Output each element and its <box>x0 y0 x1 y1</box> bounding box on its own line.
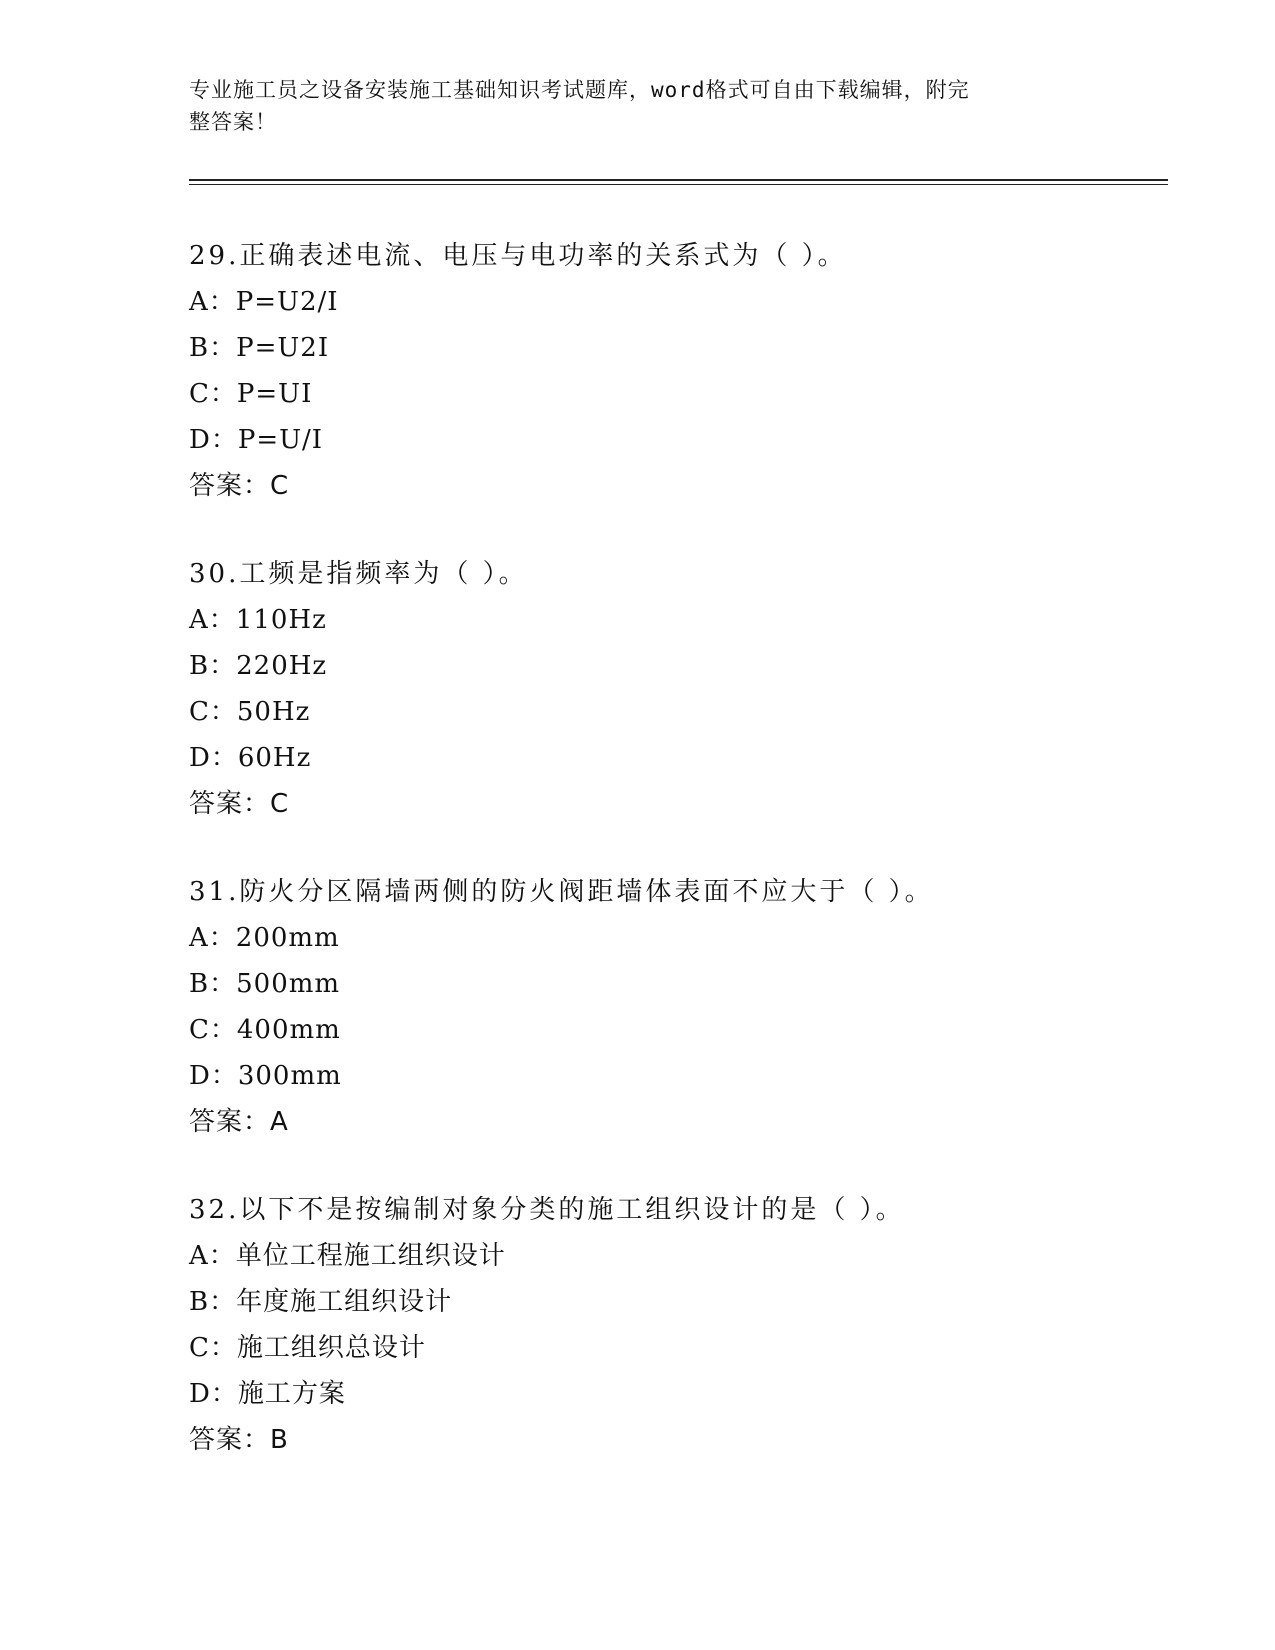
header-divider-thin <box>189 184 1168 185</box>
option-a: A：110Hz <box>189 605 327 635</box>
question-stem: 32.以下不是按编制对象分类的施工组织设计的是（ ）。 <box>189 1195 905 1225</box>
option-d: D：300mm <box>189 1061 342 1091</box>
answer: 答案：B <box>189 1425 289 1455</box>
document-header <box>189 74 1089 138</box>
option-b: B：500mm <box>189 969 341 999</box>
header-line-1: 专业施工员之设备安装施工基础知识考试题库，word格式可自由下载编辑，附完 <box>189 78 970 102</box>
option-a: A：单位工程施工组织设计 <box>189 1241 506 1271</box>
question-stem: 31.防火分区隔墙两侧的防火阀距墙体表面不应大于（ ）。 <box>189 877 934 907</box>
header-line-2: 整答案！ <box>189 110 277 134</box>
option-b: B：220Hz <box>189 651 328 681</box>
option-c: C：400mm <box>189 1015 341 1045</box>
answer: 答案：C <box>189 789 290 819</box>
option-d: D：P=U/I <box>189 425 324 455</box>
question-32 <box>189 1187 1189 1463</box>
question-29 <box>189 233 1189 509</box>
question-stem: 29.正确表述电流、电压与电功率的关系式为（ ）。 <box>189 241 847 271</box>
question-30 <box>189 551 1189 827</box>
answer: 答案：C <box>189 471 290 501</box>
option-d: D：60Hz <box>189 743 312 773</box>
option-c: C：施工组织总设计 <box>189 1333 426 1363</box>
option-b: B：年度施工组织设计 <box>189 1287 453 1317</box>
option-b: B：P=U2I <box>189 333 330 363</box>
answer: 答案：A <box>189 1107 289 1137</box>
option-a: A：P=U2/I <box>189 287 339 317</box>
option-d: D：施工方案 <box>189 1379 346 1409</box>
option-c: C：50Hz <box>189 697 311 727</box>
question-stem: 30.工频是指频率为（ ）。 <box>189 559 528 589</box>
option-c: C：P=UI <box>189 379 313 409</box>
header-divider-thick <box>189 179 1168 181</box>
option-a: A：200mm <box>189 923 340 953</box>
question-31 <box>189 869 1189 1145</box>
